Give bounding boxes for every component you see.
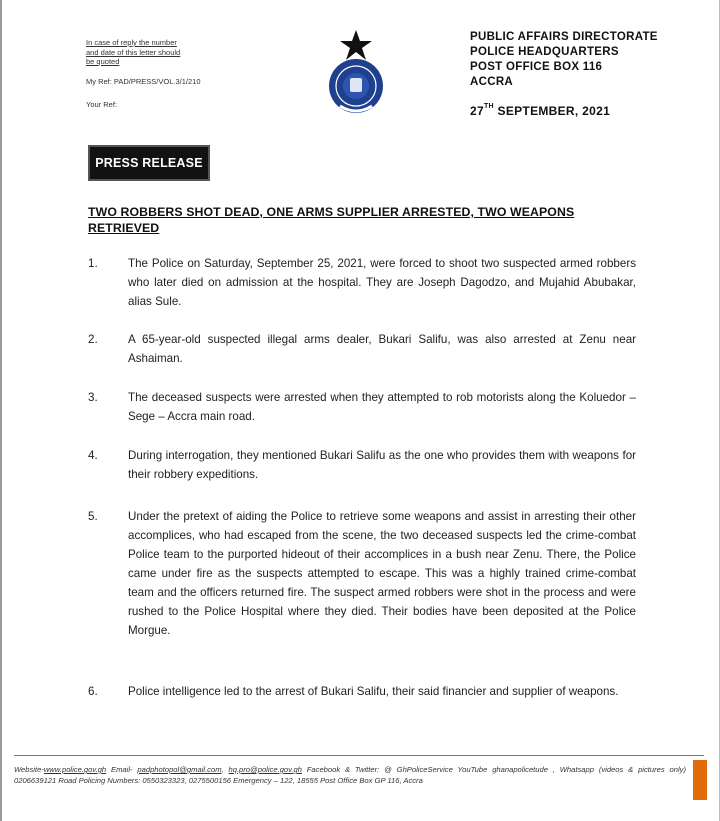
paragraph [88,682,648,701]
paragraph [88,388,648,426]
paragraph-text: The deceased suspects were arrested when they attempted to rob motorists along the Koluedor – Sege – Accra main road. [128,391,636,423]
my-ref: My Ref: PAD/PRESS/VOL.3/1/210 [86,76,201,86]
paragraph-text: During interrogation, they mentioned Bukari Salifu as the one who provides them with weapons for their robbery expeditions. [128,449,636,481]
press-release-label: PRESS RELEASE [88,145,210,181]
paragraph [88,254,648,311]
paragraph-text: A 65-year-old suspected illegal arms dealer, Bukari Salifu, was also arrested at Zenu near Ashaiman. [128,333,636,365]
paragraph [88,446,648,484]
footer-details: Facebook & Twitter: @ GhPoliceService YouTube ghanapolicetude , Whatsapp (videos & pictures only) 0206639121 Road Policing Numbers: 0550323323, 0275500156 Emergency – 122, 18555 Post Office Box GP 116, Accra [14,765,686,785]
paragraph-number: 2. [88,333,98,346]
directorate-address [470,30,710,90]
paragraph-text: Under the pretext of aiding the Police to retrieve some weapons and assist in arresting their other accomplices, who had escaped from the scene, the two deceased suspects led the crime-combat Police team to the purported hideout of their accomplices in a bush near Zenu. There, the Police came under fire as the suspects attempted to escape. This was a highly trained crime-combat team and the officers returned fire. The suspect armed robbers were shot in the process and were rushed to the Police Hospital where they died. Their bodies have been deposited at the Police Morgue. [128,510,636,637]
paragraph [88,507,648,640]
paragraph-number: 4. [88,449,98,462]
footer-divider [14,755,704,756]
reference-block [86,38,256,110]
address-line: POLICE HEADQUARTERS [470,46,619,58]
paragraph-number: 3. [88,391,98,404]
footer-accent-bar [693,760,707,800]
paragraph-number: 6. [88,685,98,698]
address-line: POST OFFICE BOX 116 [470,61,603,73]
email-link[interactable]: hq.pro@police.gov.gh [228,765,302,774]
ghana-police-crest-icon [326,28,386,118]
paragraph-text: Police intelligence led to the arrest of Bukari Salifu, their said financier and supplier of weapons. [128,685,619,698]
your-ref: Your Ref: [86,100,117,109]
paragraph [88,330,648,368]
address-line: PUBLIC AFFAIRS DIRECTORATE [470,31,658,43]
reply-instruction: In case of reply the number and date of this letter should be quoted [86,38,181,66]
email-link[interactable]: padphotopol@gmail.com [137,765,222,774]
website-link[interactable]: www.police.gov.gh [43,765,107,774]
paragraph-number: 1. [88,257,98,270]
headline: TWO ROBBERS SHOT DEAD, ONE ARMS SUPPLIER ARRESTED, TWO WEAPONS RETRIEVED [88,205,575,235]
footer-contacts: Website-www.police.gov.gh Email- padphotopol@gmail.com, hq.pro@police.gov.gh Facebook & Twitter: @ GhPoliceService YouTube ghanapolicetude , Whatsapp (videos & pictures only) 0206639121 Road Policing Numbers: 0550323323, 0275500156 Emergency – 122, 18555 Post Office Box GP 116, Accra [14,765,686,785]
paragraph-text: The Police on Saturday, September 25, 2021, were forced to shoot two suspected armed robbers who later died on admission at the hospital. They are Joseph Dagodzo, and Mujahid Abubakar, alias Sule. [128,257,636,308]
release-date: 27TH SEPTEMBER, 2021 [470,103,611,118]
paragraph-number: 5. [88,510,98,523]
address-line: ACCRA [470,76,514,88]
